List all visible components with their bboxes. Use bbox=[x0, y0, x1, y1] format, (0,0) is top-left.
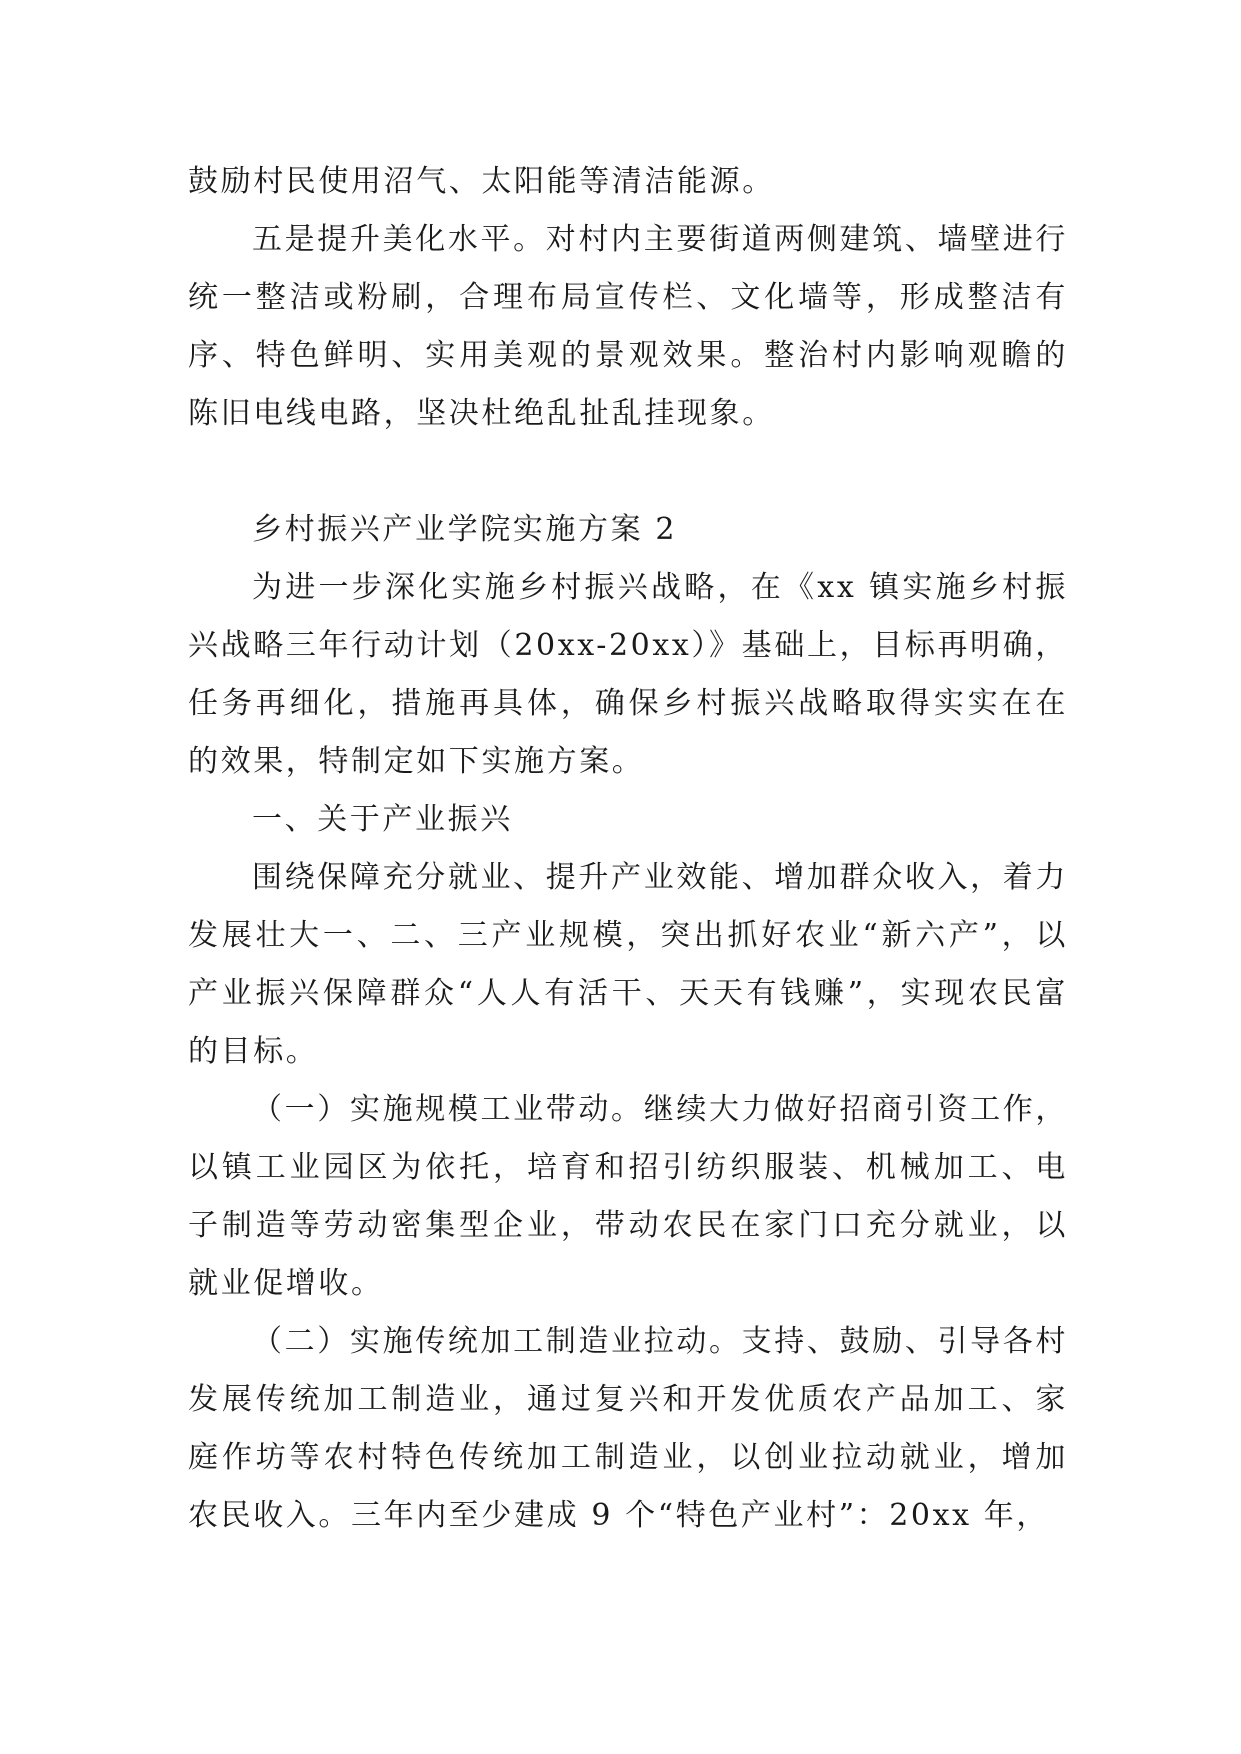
paragraph-traditional-manufacturing: （二）实施传统加工制造业拉动。支持、鼓励、引导各村发展传统加工制造业，通过复兴和开发优质农产品加工、家庭作坊等农村特色传统加工制造业，以创业拉动就业，增加农民收入。三年内至少建成 9 个“特色产业村”：20xx 年， bbox=[188, 1324, 1068, 1533]
paragraph-industry-goals: 围绕保障充分就业、提升产业效能、增加群众收入，着力发展壮大一、二、三产业规模，突出抓好农业“新六产”，以产业振兴保障群众“人人有活干、天天有钱赚”，实现农民富的目标。 bbox=[188, 860, 1068, 1069]
paragraph-industrial-driving: （一）实施规模工业带动。继续大力做好招商引资工作，以镇工业园区为依托，培育和招引纺织服装、机械加工、电子制造等劳动密集型企业，带动农民在家门口充分就业，以就业促增收。 bbox=[188, 1092, 1068, 1301]
paragraph-beautification: 五是提升美化水平。对村内主要街道两侧建筑、墙壁进行统一整洁或粉刷，合理布局宣传栏、文化墙等，形成整洁有序、特色鲜明、实用美观的景观效果。整治村内影响观瞻的陈旧电线电路，坚决杜绝乱扯乱挂现象。 bbox=[188, 222, 1068, 431]
paragraph-clean-energy: 鼓励村民使用沼气、太阳能等清洁能源。 bbox=[188, 164, 775, 199]
section-heading-industry: 一、关于产业振兴 bbox=[252, 802, 513, 837]
document-body bbox=[188, 153, 1068, 1545]
document-title: 乡村振兴产业学院实施方案 2 bbox=[252, 512, 678, 547]
paragraph-introduction: 为进一步深化实施乡村振兴战略，在《xx 镇实施乡村振兴战略三年行动计划（20xx-20xx）》基础上，目标再明确，任务再细化，措施再具体，确保乡村振兴战略取得实实在在的效果，特制定如下实施方案。 bbox=[188, 570, 1068, 779]
